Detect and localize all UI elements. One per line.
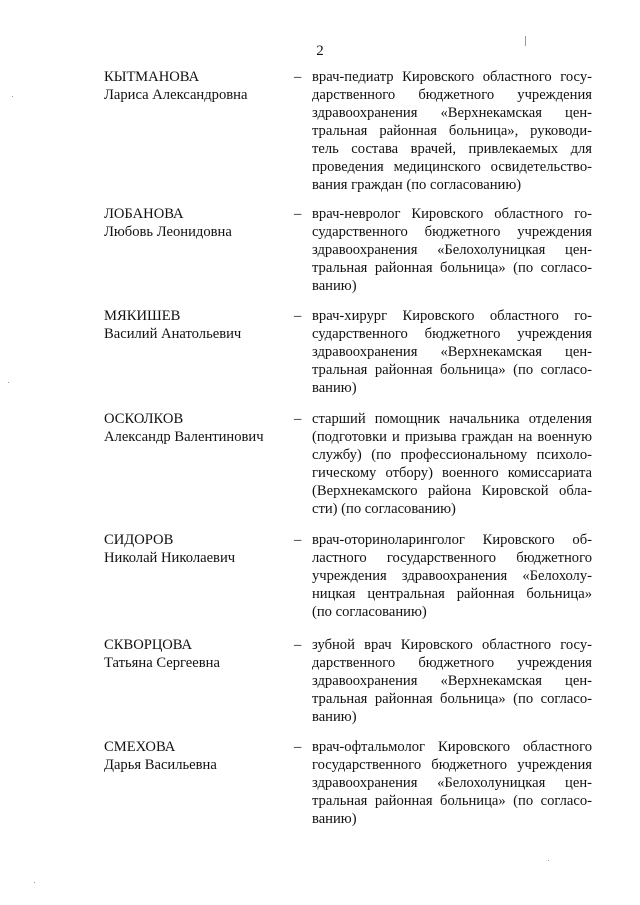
position-line: здравоохранения «Верхнекамская цен-	[312, 673, 592, 689]
scan-artifact	[12, 96, 13, 97]
member-given-names: Татьяна Сергеевна	[104, 655, 220, 671]
position-line: ванию)	[312, 380, 357, 396]
member-surname: МЯКИШЕВ	[104, 308, 181, 324]
member-name	[104, 636, 284, 672]
position-line: здравоохранения «Верхнекамская цен-	[312, 105, 592, 121]
member-surname: КЫТМАНОВА	[104, 69, 200, 85]
position-line: учреждения здравоохранения «Белохолу-	[312, 568, 592, 584]
entry-dash: –	[294, 69, 302, 85]
member-name	[104, 531, 284, 567]
position-line: врач-невролог Кировского областного го-	[312, 206, 592, 222]
member-surname: ЛОБАНОВА	[104, 206, 184, 222]
scan-artifact	[548, 860, 549, 861]
position-line: сти) (по согласованию)	[312, 501, 456, 517]
position-line: сударственного бюджетного учреждения	[312, 326, 592, 342]
scan-artifact	[34, 882, 35, 883]
position-line: ванию)	[312, 811, 357, 827]
member-name	[104, 68, 284, 104]
entry-dash: –	[294, 637, 302, 653]
member-name	[104, 205, 284, 241]
member-position	[312, 68, 592, 194]
position-line: (по согласованию)	[312, 604, 427, 620]
position-line: (Верхнекамского района Кировской обла-	[312, 483, 592, 499]
position-line: государственного бюджетного учреждения	[312, 757, 592, 773]
member-given-names: Любовь Леонидовна	[104, 224, 232, 240]
member-name	[104, 307, 284, 343]
member-surname: СМЕХОВА	[104, 739, 176, 755]
entry-dash: –	[294, 206, 302, 222]
position-line: здравоохранения «Белохолуницкая цен-	[312, 775, 592, 791]
member-surname: СКВОРЦОВА	[104, 637, 193, 653]
member-position	[312, 636, 592, 726]
member-surname: ОСКОЛКОВ	[104, 411, 184, 427]
member-position	[312, 205, 592, 295]
member-position	[312, 738, 592, 828]
member-given-names: Дарья Васильевна	[104, 757, 217, 773]
member-name	[104, 738, 284, 774]
position-line: тральная районная больница», руководи-	[312, 123, 592, 139]
position-line: ластного государственного бюджетного	[312, 550, 592, 566]
position-line: ницкая центральная районная больница»	[312, 586, 592, 602]
position-line: зубной врач Кировского областного госу-	[312, 637, 592, 653]
position-line: тральная районная больница» (по согласо-	[312, 793, 592, 809]
position-line: тральная районная больница» (по согласо-	[312, 260, 592, 276]
position-line: ванию)	[312, 278, 357, 294]
member-given-names: Александр Валентинович	[104, 429, 264, 445]
position-line: дарственного бюджетного учреждения	[312, 655, 592, 671]
position-line: здравоохранения «Белохолуницкая цен-	[312, 242, 592, 258]
position-line: сударственного бюджетного учреждения	[312, 224, 592, 240]
position-line: гическому отбору) военного комиссариата	[312, 465, 592, 481]
member-position	[312, 531, 592, 621]
position-line: врач-офтальмолог Кировского областного	[312, 739, 592, 755]
position-line: врач-хирург Кировского областного го-	[312, 308, 592, 324]
entry-dash: –	[294, 308, 302, 324]
position-line: тель состава врачей, привлекаемых для	[312, 141, 592, 157]
position-line: службу) (по профессиональному психоло-	[312, 447, 592, 463]
member-given-names: Василий Анатольевич	[104, 326, 242, 342]
position-line: проведения медицинского освидетельство-	[312, 159, 592, 175]
page-number: 2	[316, 43, 324, 59]
position-line: врач-оториноларинголог Кировского об-	[312, 532, 592, 548]
member-position	[312, 307, 592, 397]
position-line: тральная районная больница» (по согласо-	[312, 362, 592, 378]
position-line: (подготовки и призыва граждан на военную	[312, 429, 592, 445]
position-line: врач-педиатр Кировского областного госу-	[312, 69, 592, 85]
member-position	[312, 410, 592, 518]
entry-dash: –	[294, 411, 302, 427]
position-line: ванию)	[312, 709, 357, 725]
position-line: тральная районная больница» (по согласо-	[312, 691, 592, 707]
member-name	[104, 410, 284, 446]
entry-dash: –	[294, 532, 302, 548]
entry-dash: –	[294, 739, 302, 755]
scan-artifact	[525, 36, 526, 46]
position-line: вания граждан (по согласованию)	[312, 177, 522, 193]
position-line: здравоохранения «Верхнекамская цен-	[312, 344, 592, 360]
member-given-names: Лариса Александровна	[104, 87, 248, 103]
position-line: дарственного бюджетного учреждения	[312, 87, 592, 103]
member-given-names: Николай Николаевич	[104, 550, 236, 566]
scan-artifact	[8, 382, 9, 383]
member-surname: СИДОРОВ	[104, 532, 174, 548]
position-line: старший помощник начальника отделения	[312, 411, 592, 427]
